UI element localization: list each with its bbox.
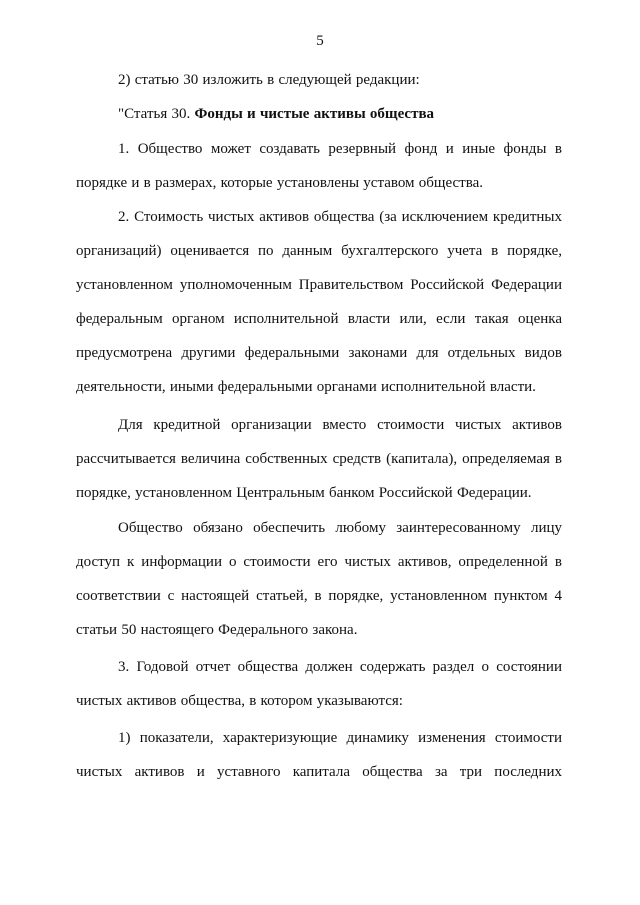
paragraph-1: 1. Общество может создавать резервный фонд и иные фонды в порядке и в размерах, которые установлены уставом общества. — [76, 141, 562, 191]
paragraph-2: 2. Стоимость чистых активов общества (за исключением кредитных организаций) оценивается по данным бухгалтерского учета в порядке, установленном уполномоченным Правительством Российской Федерации федеральным органом исполнительной власти или, если такая оценка предусмотрена другими федеральными законами для отдельных видов деятельности, иными федеральными органами исполнительной власти. — [76, 209, 562, 395]
paragraph-5: 3. Годовой отчет общества должен содержать раздел о состоянии чистых активов общества, в котором указываются: — [76, 659, 562, 709]
paragraph-6: 1) показатели, характеризующие динамику изменения стоимости чистых активов и уставного капитала общества за три последних — [76, 730, 562, 780]
paragraph-3: Для кредитной организации вместо стоимости чистых активов рассчитывается величина собственных средств (капитала), определяемая в порядке, установленном Центральным банком Российской Федерации. — [76, 417, 562, 501]
article-heading-title: Фонды и чистые активы общества — [194, 106, 435, 122]
paragraph-6-block — [76, 721, 562, 789]
paragraph-2-block — [76, 200, 562, 404]
intro-line: 2) статью 30 изложить в следующей редакции: — [118, 72, 420, 88]
paragraph-3-block — [76, 408, 562, 510]
page-number: 5 — [316, 33, 324, 49]
intro-block — [76, 63, 562, 97]
article-heading-prefix: "Статья 30. — [118, 106, 195, 122]
article-heading — [76, 97, 562, 131]
paragraph-1-block — [76, 132, 562, 200]
paragraph-4: Общество обязано обеспечить любому заинтересованному лицу доступ к информации о стоимости его чистых активов, определенной в соответствии с настоящей статьей, в порядке, установленном пунктом 4 статьи 50 настоящего Федерального закона. — [76, 520, 562, 638]
heading-block — [76, 97, 562, 131]
paragraph-4-block — [76, 511, 562, 647]
paragraph-5-block — [76, 650, 562, 718]
